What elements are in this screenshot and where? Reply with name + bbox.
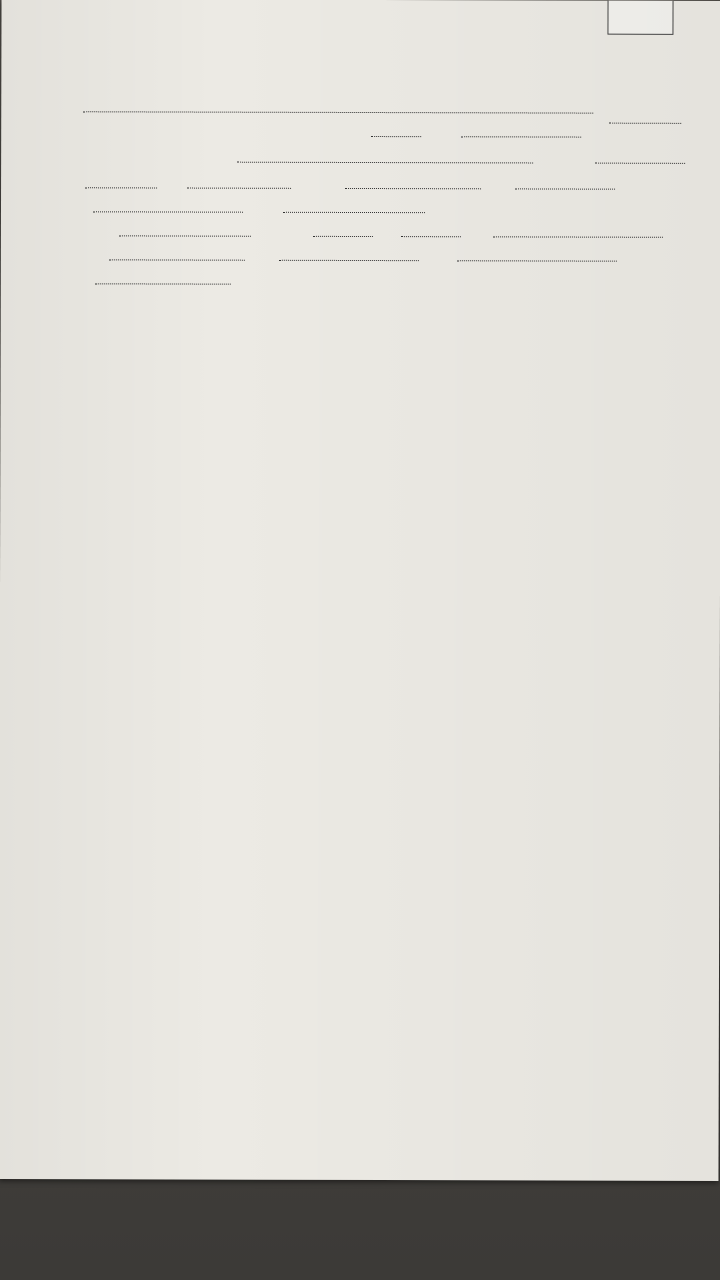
moo-line [85,187,157,188]
document-title [1,37,720,39]
year-line [609,123,681,124]
amphoe-2-line [457,260,617,261]
moo-2-line [401,236,461,237]
province-line [283,212,425,213]
road-2-line [493,236,663,237]
house-no-line [595,163,685,164]
month-line [461,136,581,137]
amphoe-line [93,211,243,212]
place-line [83,111,593,113]
province-2-line [95,283,231,284]
house-no-2-line [313,236,373,237]
soi-line [345,188,481,189]
date-line [371,136,421,137]
stamp-box [607,0,673,35]
road-line [187,188,291,189]
tambon-line [515,188,615,189]
contractor-name-line [119,235,251,236]
employer-name-line [237,162,533,164]
soi-2-line [109,259,245,260]
tambon-2-line [279,260,419,261]
